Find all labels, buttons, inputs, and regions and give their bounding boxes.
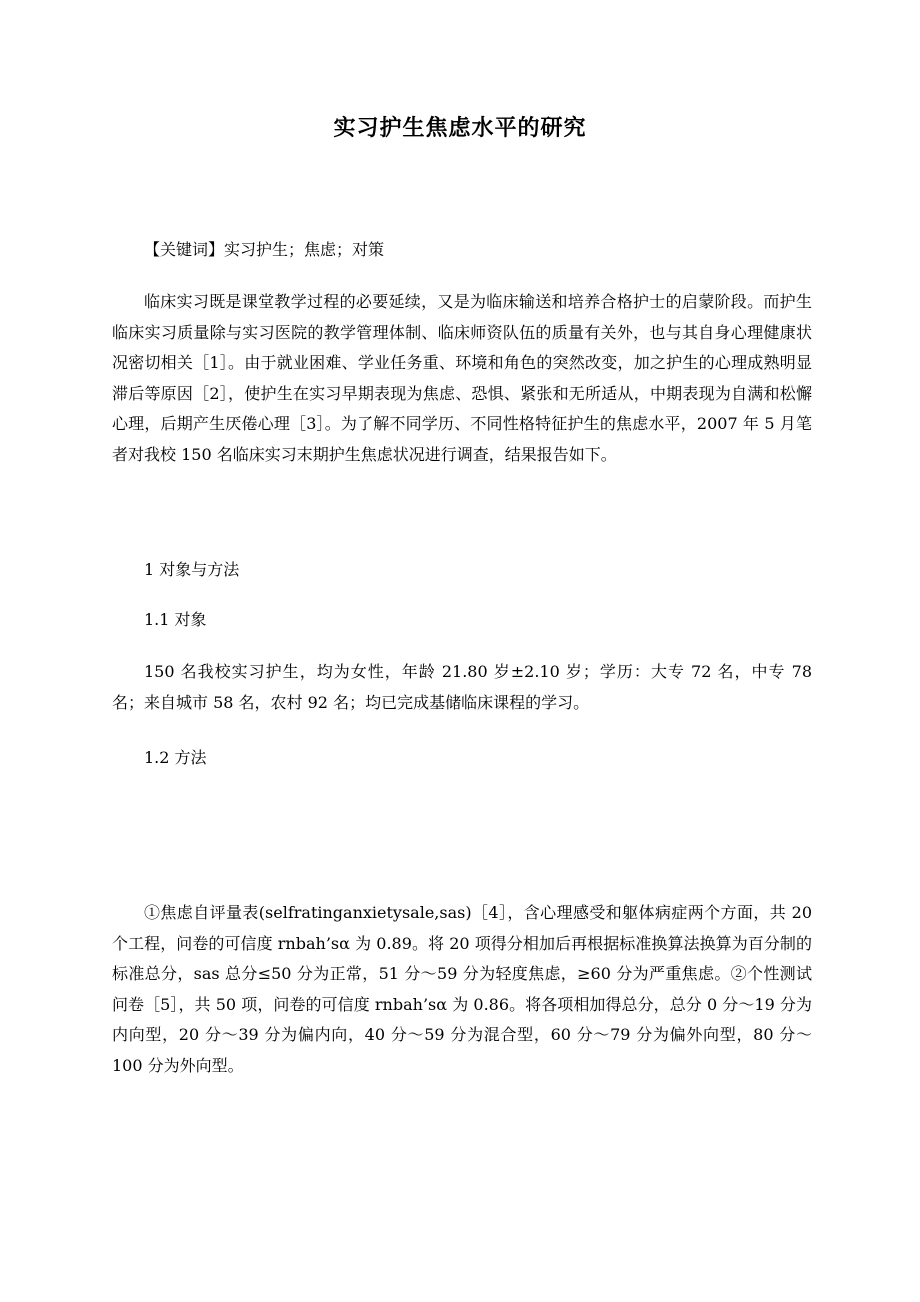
section-heading-1-2: 1.2 方法	[144, 748, 207, 767]
subjects-paragraph: 150 名我校实习护生，均为女性，年龄 21.80 岁±2.10 岁；学历：大专 72 名，中专 78 名；来自城市 58 名，农村 92 名；均已完成基储临床课程的学习。	[112, 662, 812, 712]
intro-paragraph: 临床实习既是课堂教学过程的必要延续，又是为临床输送和培养合格护士的启蒙阶段。而护生临床实习质量除与实习医院的教学管理体制、临床师资队伍的质量有关外，也与其自身心理健康状况密切相关［1］。由于就业困难、学业任务重、环境和角色的突然改变，加之护生的心理成熟明显滞后等原因［2］，使护生在实习早期表现为焦虑、恐惧、紧张和无所适从，中期表现为自满和松懈心理，后期产生厌倦心理［3］。为了解不同学历、不同性格特征护生的焦虑水平，2007 年 5 月笔者对我校 150 名临床实习末期护生焦虑状况进行调查，结果报告如下。	[112, 292, 812, 464]
section-heading-1: 1 对象与方法	[144, 560, 240, 579]
methods-paragraph: ①焦虑自评量表(selfratinganxietysale,sas)［4］，含心理感受和躯体病症两个方面，共 20 个工程，问卷的可信度 rnbah’sα 为 0.89。将 20 项得分相加后再根据标准换算法换算为百分制的标准总分，sas 总分≤50 分为正常，51 分～59 分为轻度焦虑，≥60 分为严重焦虑。②个性测试问卷［5］，共 50 项，问卷的可信度 rnbah’sα 为 0.86。将各项相加得总分，总分 0 分～19 分为内向型，20 分～39 分为偏内向，40 分～59 分为混合型，60 分～79 分为偏外向型，80 分～100 分为外向型。	[112, 903, 812, 1075]
section-heading-1-1: 1.1 对象	[144, 610, 207, 629]
document-title: 实习护生焦虑水平的研究	[333, 115, 587, 141]
keywords-paragraph: 【关键词】实习护生；焦虑；对策	[144, 240, 385, 259]
